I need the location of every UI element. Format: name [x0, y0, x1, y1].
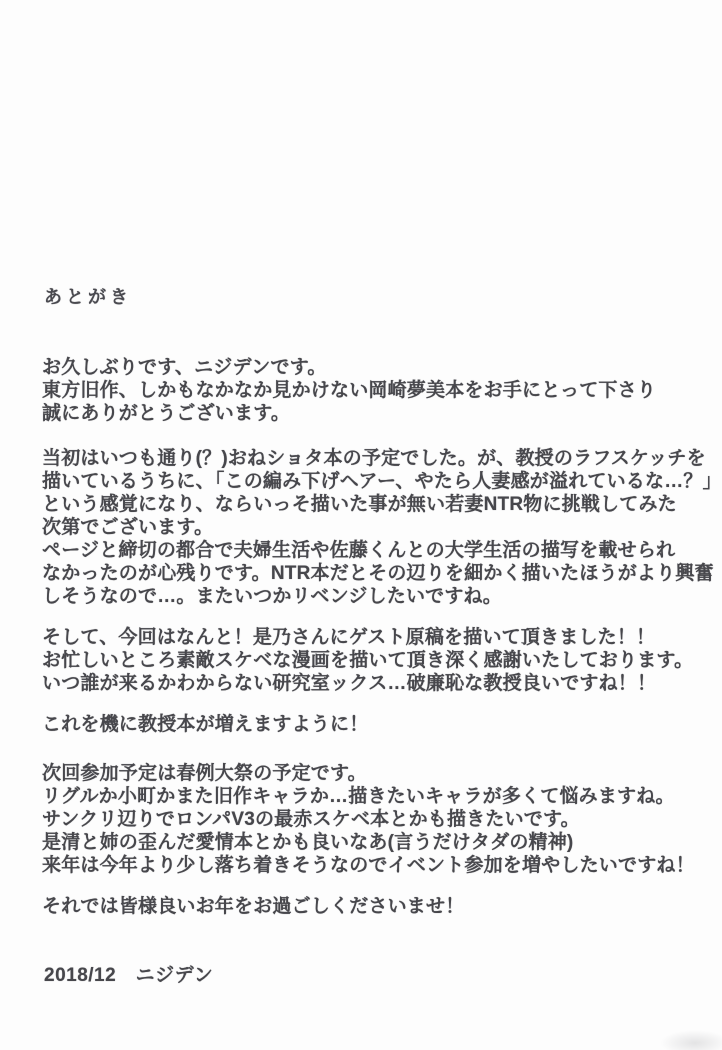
- text-line: 是清と姉の歪んだ愛情本とかも良いなあ(言うだけタダの精神): [42, 832, 574, 853]
- text-line: 来年は今年より少し落ち着きそうなのでイベント参加を増やしたいですね！: [42, 855, 695, 876]
- text-line: ページと締切の都合で夫婦生活や佐藤くんとの大学生活の描写を載せられ: [42, 540, 676, 561]
- text-line: 描いているうちに、「この編み下げヘアー、やたら人妻感が溢れているな…？」: [42, 471, 722, 492]
- page-title: あとがき: [44, 287, 132, 307]
- text-line: いつ誰が来るかわからない研究室ックス…破廉恥な教授良いですね！！: [42, 673, 657, 694]
- text-line: なかったのが心残りです。NTR本だとその辺りを細かく描いたほうがより興奮: [42, 563, 714, 584]
- text-line: これを機に教授本が増えますように！: [42, 714, 369, 735]
- text-line: リグルか小町かまた旧作キャラか…描きたいキャラが多くて悩みますね。: [42, 786, 675, 807]
- paragraph-farewell: [42, 895, 464, 918]
- paragraph-greeting: [42, 356, 656, 425]
- text-line: お久しぶりです、ニジデンです。: [42, 357, 327, 378]
- text-line: そして、今回はなんと！是乃さんにゲスト原稿を描いて頂きました！！: [42, 627, 656, 648]
- text-line: それでは皆様良いお年をお過ごしくださいませ！: [42, 896, 465, 917]
- scan-smudge-artifact: [660, 1030, 722, 1050]
- text-line: 東方旧作、しかもなかなか見かけない岡崎夢美本をお手にとって下さり: [42, 380, 657, 401]
- text-line: 当初はいつも通り(？)おねショタ本の予定でした。が、教授のラフスケッチを: [42, 448, 706, 469]
- text-line: 誠にありがとうございます。: [42, 403, 291, 424]
- paragraph-wish: [42, 713, 368, 736]
- text-line: という感覚になり、ならいっそ描いた事が無い若妻NTR物に挑戦してみた: [42, 494, 677, 515]
- paragraph-future-plans: [42, 762, 695, 877]
- text-line: 次回参加予定は春例大祭の予定です。: [42, 763, 367, 784]
- date-signature: 2018/12 ニジデン: [44, 965, 214, 986]
- paragraph-production-notes: [42, 447, 722, 608]
- text-line: お忙しいところ素敵スケベな漫画を描いて頂き深く感謝いたしております。: [42, 650, 694, 671]
- text-line: しそうなので…。またいつかリベンジしたいですね。: [42, 586, 502, 607]
- text-line: 次第でございます。: [42, 517, 214, 538]
- text-line: サンクリ辺りでロンパV3の最赤スケベ本とかも描きたいです。: [42, 809, 580, 830]
- paragraph-guest-thanks: [42, 626, 693, 695]
